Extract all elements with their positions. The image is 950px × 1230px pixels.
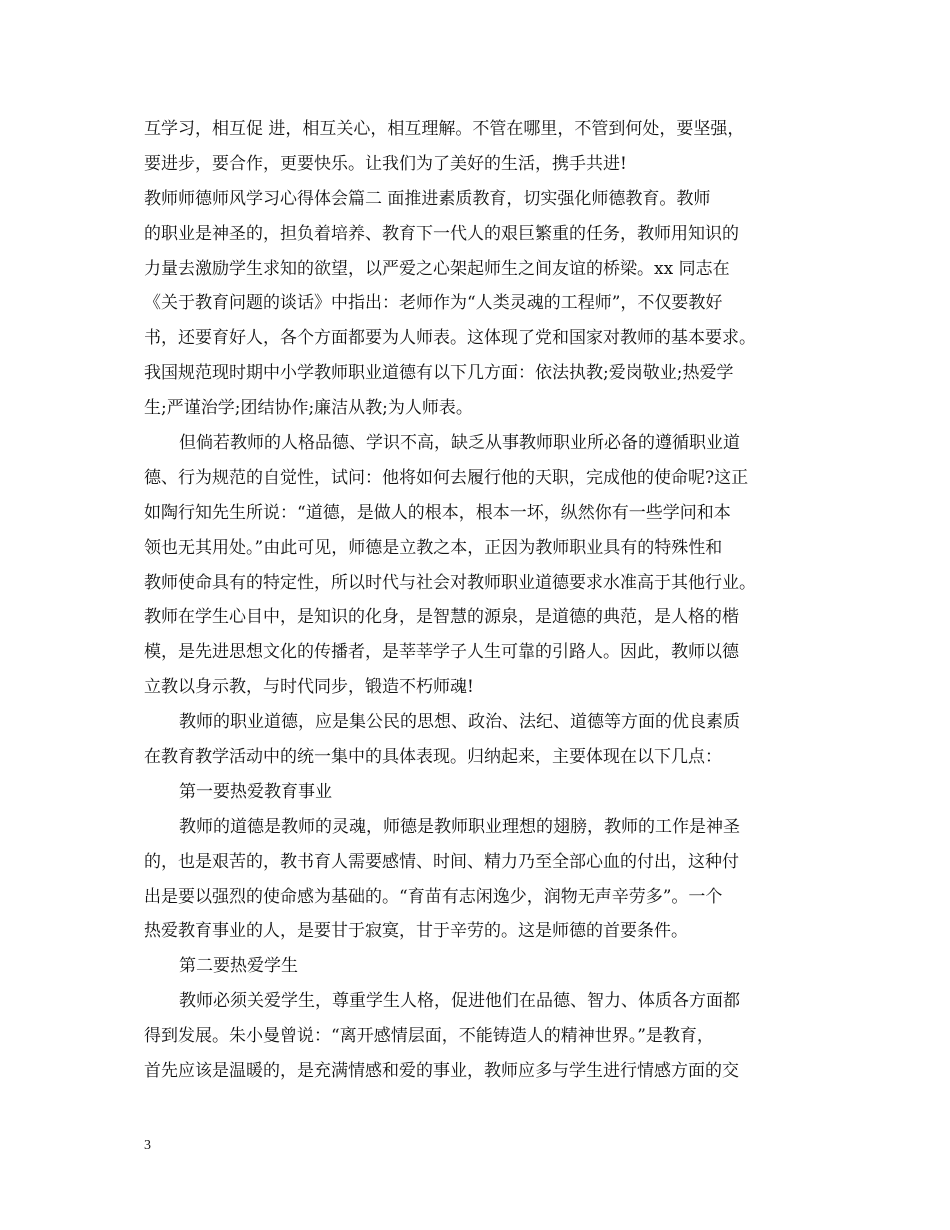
text-line: 得到发展。朱小曼曾说：“离开感情层面，不能铸造人的精神世界。”是教育， (144, 1026, 714, 1047)
text-line: 教师的道德是教师的灵魂，师德是教师职业理想的翅膀，教师的工作是神圣 (179, 816, 740, 837)
text-line: 互学习，相互促 进，相互关心，相互理解。不管在哪里，不管到何处，要坚强， (144, 119, 745, 139)
text-line: 模，是先进思想文化的传播者，是莘莘学子人生可靠的引路人。因此，教师以德 (144, 642, 739, 663)
body-text (144, 112, 824, 1089)
text-line: 热爱教育事业的人，是要甘于寂寞，甘于辛劳的。这是师德的首要条件。 (144, 921, 688, 942)
text-line: 要进步，要合作，更要快乐。让我们为了美好的生活，携手共进! (144, 153, 627, 174)
text-line: 在教育教学活动中的统一集中的具体表现。归纳起来，主要体现在以下几点： (144, 747, 722, 768)
text-line: 教师师德师风学习心得体会篇二 面推进素质教育，切实强化师德教育。教师 (144, 188, 711, 209)
text-line: 出是要以强烈的使命感为基础的。“育苗有志闲逸少，润物无声辛劳多”。一个 (144, 886, 723, 907)
page-number: 3 (144, 1138, 151, 1153)
text-line: 教师在学生心目中，是知识的化身，是智慧的源泉，是道德的典范，是人格的楷 (144, 607, 739, 628)
text-line: 教师使命具有的特定性，所以时代与社会对教师职业道德要求水准高于其他行业。 (144, 572, 756, 593)
text-line: 教师的职业道德，应是集公民的思想、政治、法纪、道德等方面的优良素质 (179, 712, 740, 733)
section-heading: 第一要热爱教育事业 (179, 781, 332, 802)
text-line: 书，还要育好人，各个方面都要为人师表。这体现了党和国家对教师的基本要求。 (144, 328, 756, 349)
text-line: 首先应该是温暖的，是充满情感和爱的事业，教师应多与学生进行情感方面的交 (144, 1061, 739, 1082)
text-line: 的，也是艰苦的，教书育人需要感情、时间、精力乃至全部心血的付出，这种付 (144, 851, 739, 872)
text-line: 生;严谨治学;团结协作;廉洁从教;为人师表。 (144, 398, 473, 419)
text-line: 《关于教育问题的谈话》中指出：老师作为“人类灵魂的工程师”，不仅要教好 (144, 293, 723, 314)
section-heading: 第二要热爱学生 (179, 956, 298, 977)
text-line: 教师必须关爱学生，尊重学生人格，促进他们在品德、智力、体质各方面都 (179, 991, 740, 1012)
text-line: 如陶行知先生所说：“道德，是做人的根本，根本一坏，纵然你有一些学问和本 (144, 502, 731, 523)
text-line: 立教以身示教，与时代同步，锻造不朽师魂! (144, 677, 474, 698)
text-line: 我国规范现时期中小学教师职业道德有以下几方面：依法执教;爱岗敬业;热爱学 (144, 363, 734, 384)
text-line: 但倘若教师的人格品德、学识不高，缺乏从事教师职业所必备的遵循职业道 (179, 433, 740, 454)
text-line: 的职业是神圣的，担负着培养、教育下一代人的艰巨繁重的任务，教师用知识的 (144, 223, 739, 244)
text-line: 领也无其用处。”由此可见，师德是立教之本，正因为教师职业具有的特殊性和 (144, 537, 723, 558)
text-line: 力量去激励学生求知的欲望，以严爱之心架起师生之间友谊的桥梁。xx 同志在 (144, 258, 730, 279)
text-line: 德、行为规范的自觉性，试问：他将如何去履行他的天职，完成他的使命呢?这正 (144, 467, 749, 488)
